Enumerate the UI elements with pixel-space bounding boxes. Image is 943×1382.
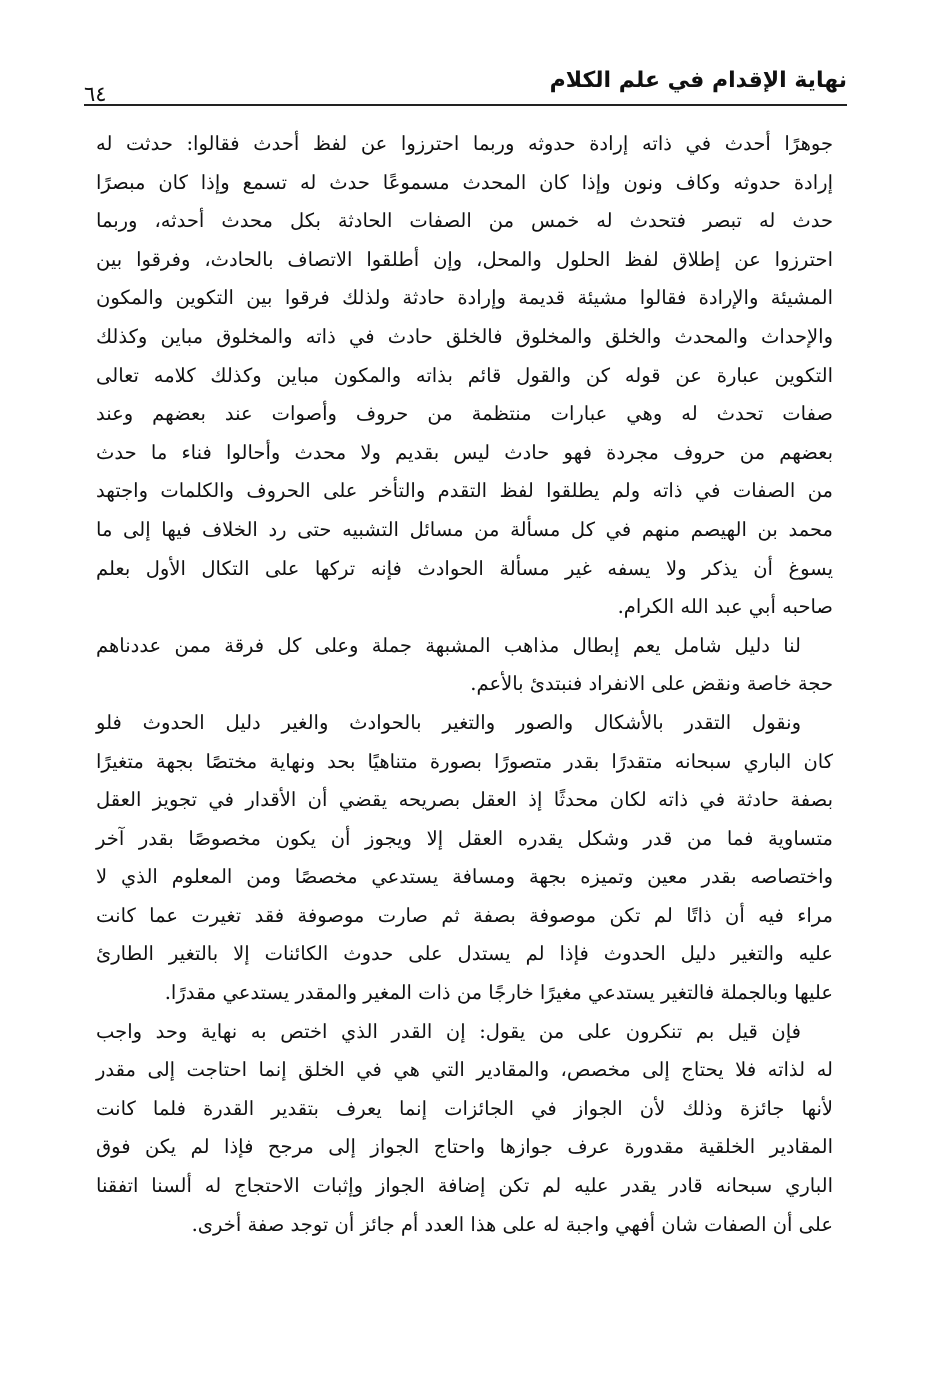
text-line: ونقول التقدر بالأشكال والصور والتغير بالحوادث والغير دليل الحدوث فلو — [96, 710, 801, 734]
text-line: عليها وبالجملة فالتغير يستدعي مغيرًا خارجًا من ذات المغير والمقدر يستدعي مقدرًا. — [164, 981, 833, 1005]
text-line: كان الباري سبحانه متقدرًا بقدر متصورًا بصورة متناهيًا بحد ونهاية مختصًا بجهة متغيرًا — [96, 749, 833, 773]
text-line: صاحبه أبي عبد الله الكرام. — [617, 595, 833, 619]
text-line: حدث له تبصر فتحدث له خمس من الصفات الحادثة بكل محدث أحدثه، وربما — [96, 209, 833, 233]
text-line: واختصاصه بقدر معين وتميزه بجهة ومسافة يستدعي مخصصًا ومن المعلوم الذي لا — [96, 865, 833, 889]
text-body — [96, 125, 833, 1244]
text-line: بصفة حادثة في ذاته لكان محدثًا إذ العقل بصريحه يقضي أن الأقدار في تجويز العقل — [96, 788, 833, 812]
text-line: له لذاته فلا يحتاج إلى مخصص، والمقادير التي هي في الخلق إنما احتاجت إلى مقدر — [96, 1058, 833, 1082]
text-line: المشيئة والإرادة فقالوا مشيئة قديمة وإرادة حادثة ولذلك فرقوا بين التكوين والمكون — [96, 286, 833, 310]
text-line: فإن قيل بم تنكرون على من يقول: إن القدر الذي اختص به نهاية وحد واجب — [96, 1019, 801, 1043]
text-line: يسوغ أن يذكر ولا يسفه غير مسألة الحوادث فإنه تركها على التكال الأول بعلم — [96, 556, 833, 580]
text-line: المقادير الخلقية مقدورة عرف جوازها واحتاج الجواز إلى مرجح فإذا لم يكن فوق — [96, 1135, 833, 1159]
text-line: من الصفات في ذاته ولم يطلقوا لفظ التقدم والتأخر على الحروف والكلمات واجتهد — [96, 479, 833, 503]
text-line: على أن الصفات شان أفهي واجبة له على هذا العدد أم جائز أن توجد صفة أخرى. — [191, 1212, 833, 1236]
text-line: جوهرًا أحدث في ذاته إرادة حدوثه وربما احترزوا عن لفظ أحدث فقالوا: حدثت له — [96, 132, 833, 155]
text-line: متساوية فما من قدر وشكل يقدره العقل إلا ويجوز أن يكون مخصوصًا بقدر آخر — [96, 826, 833, 850]
text-line: والإحداث والمحدث والخلق والمخلوق فالخلق حادث في ذاته والمخلوق مباين وكذلك — [96, 324, 833, 348]
text-line: إرادة حدوثه وكاف ونون وإذا كان المحدث مسموعًا حدث له تسمع وإذا كان مبصرًا — [96, 170, 833, 194]
text-line: محمد بن الهيصم منهم في كل مسألة من مسائل التشبيه حتى رد الخلاف فيها إلى ما — [96, 517, 833, 541]
text-line: مراء فيه أن ذاتًا لم تكن موصوفة بصفة ثم صارت موصوفة فقد تغيرت عما كانت — [96, 903, 833, 927]
text-line: لنا دليل شامل يعم إبطال مذاهب المشبهة جملة وعلى كل فرقة ممن عددناهم — [96, 633, 801, 657]
text-line: صفات تحدث له وهي عبارات منتظمة من حروف وأصوات عند بعضهم وعند — [96, 402, 833, 426]
page-number: ٦٤ — [84, 82, 107, 106]
text-line: التكوين عبارة عن قوله كن والقول قائم بذاته والمكون مباين وكذلك كلامه تعالى — [96, 363, 833, 387]
text-line: الباري سبحانه قادر يقدر عليه لم تكن إضافة الجواز وإثبات الاحتجاج له ألسنا اتفقنا — [96, 1174, 833, 1198]
text-line: بعضهم من حروف مجردة فهو حادث ليس بقديم ولا محدث وأحالوا فناء ما حدث — [96, 440, 834, 464]
text-line: حجة خاصة ونقض على الانفراد فنبتدئ بالأعم. — [470, 672, 833, 696]
text-line: لأنها جائزة وذلك لأن الجواز في الجائزات إنما يعرف بتقدير القدرة فلما كانت — [96, 1096, 833, 1120]
text-line: عليه والتغير دليل الحدوث فإذا لم يستدل على حدوث الكائنات إلا بالتغير الطارئ — [96, 942, 833, 966]
book-title: نهاية الإقدام في علم الكلام — [549, 68, 847, 93]
text-line: احترزوا عن إطلاق لفظ الحلول والمحل، وإن أطلقوا الاتصاف بالحادث، وفرقوا بين — [96, 247, 833, 271]
running-header — [84, 60, 847, 106]
